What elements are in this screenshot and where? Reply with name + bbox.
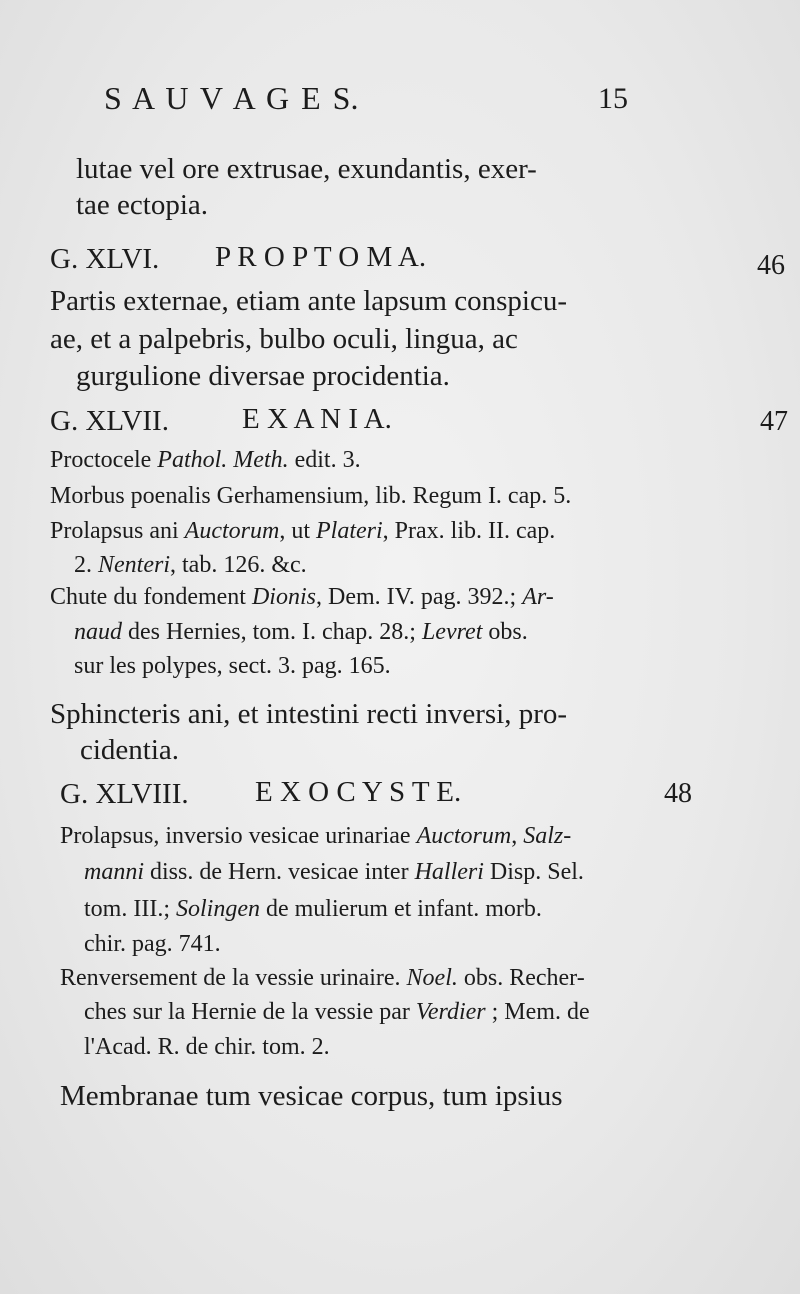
text-line: lutae vel ore extrusae, exundantis, exer- — [76, 153, 537, 185]
definition-line: Membranae tum vesicae corpus, tum ipsius — [60, 1080, 563, 1112]
margin-number: 46 — [757, 250, 785, 281]
reference-line: 2. Nenteri, tab. 126. &c. — [74, 552, 307, 578]
definition-line: Sphincteris ani, et intestini recti inversi, pro- — [50, 698, 568, 730]
margin-number: 48 — [664, 778, 692, 809]
definition-line: gurgulione diversae procidentia. — [76, 360, 450, 392]
reference-line: chir. pag. 741. — [84, 931, 221, 957]
reference-line: l'Acad. R. de chir. tom. 2. — [84, 1034, 330, 1060]
genus-name: E X A N I A. — [242, 403, 392, 435]
genus-number: G. XLVI. — [50, 243, 160, 275]
genus-number: G. XLVIII. — [60, 778, 189, 810]
definition-line: cidentia. — [80, 734, 180, 766]
reference-line: naud des Hernies, tom. I. chap. 28.; Levret obs. — [74, 619, 528, 645]
genus-name: P R O P T O M A. — [215, 241, 427, 273]
reference-line: Chute du fondement Dionis, Dem. IV. pag. 392.; Ar- — [50, 584, 554, 610]
definition-line: ae, et a palpebris, bulbo oculi, lingua, ac — [50, 323, 518, 355]
reference-line: manni diss. de Hern. vesicae inter Halleri Disp. Sel. — [84, 859, 584, 885]
reference-line: ches sur la Hernie de la vessie par Verdier ; Mem. de — [84, 999, 590, 1025]
definition-line: Partis externae, etiam ante lapsum conspicu- — [50, 285, 567, 317]
margin-number: 47 — [760, 406, 788, 437]
reference-line: Prolapsus ani Auctorum, ut Plateri, Prax. lib. II. cap. — [50, 518, 556, 544]
reference-line: Morbus poenalis Gerhamensium, lib. Regum I. cap. 5. — [50, 483, 572, 509]
running-title: S A U V A G E S. — [104, 80, 359, 116]
text-line: tae ectopia. — [76, 189, 209, 221]
reference-line: Proctocele Pathol. Meth. edit. 3. — [50, 447, 361, 473]
reference-line: tom. III.; Solingen de mulierum et infant. morb. — [84, 896, 542, 922]
reference-line: Renversement de la vessie urinaire. Noel. obs. Recher- — [60, 965, 585, 991]
genus-number: G. XLVII. — [50, 405, 169, 437]
reference-line: Prolapsus, inversio vesicae urinariae Auctorum, Salz- — [60, 823, 572, 849]
genus-name: E X O C Y S T E. — [255, 776, 462, 808]
reference-line: sur les polypes, sect. 3. pag. 165. — [74, 653, 391, 679]
page-number: 15 — [598, 82, 628, 115]
